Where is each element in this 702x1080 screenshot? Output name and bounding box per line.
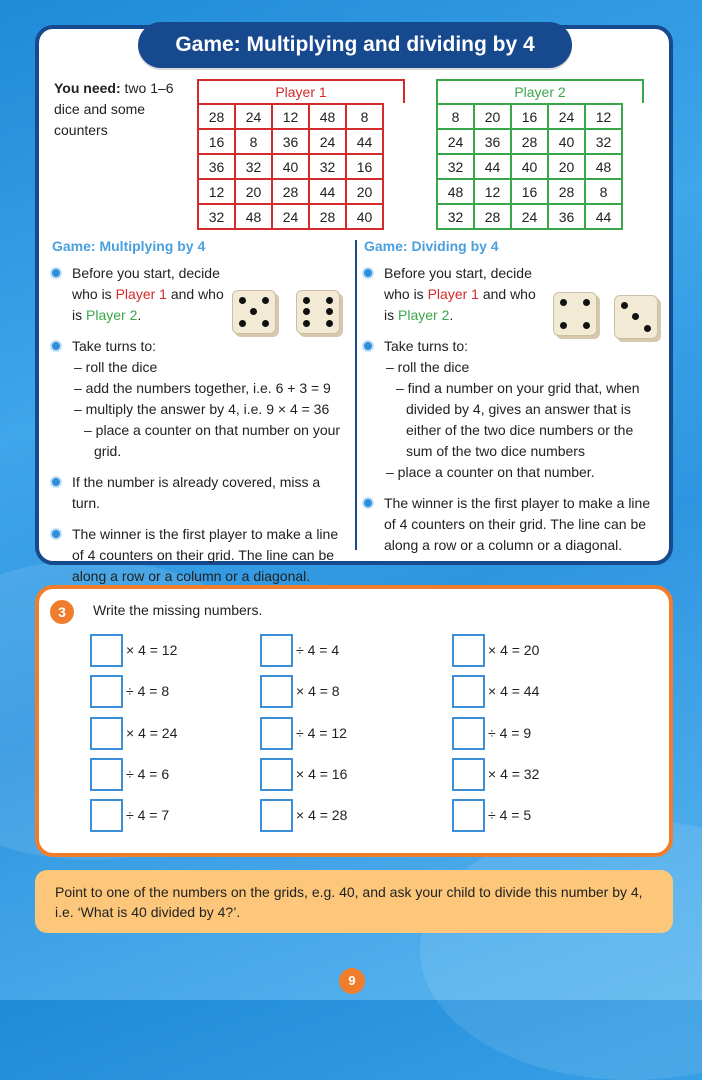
equation-text: ÷ 4 = 4 <box>296 642 340 658</box>
bullet-icon <box>52 342 60 350</box>
grid-cell: 36 <box>198 154 235 179</box>
answer-box[interactable] <box>452 675 485 708</box>
step-text: – roll the dice <box>74 359 158 375</box>
equation-text: × 4 = 16 <box>296 766 348 782</box>
grid-cell: 28 <box>198 104 235 129</box>
dividing-heading: Game: Dividing by 4 <box>364 238 499 254</box>
rule-text: Take turns to: <box>72 338 157 354</box>
answer-box[interactable] <box>452 634 485 667</box>
grid-cell: 28 <box>309 204 346 229</box>
grid-cell: 32 <box>235 154 272 179</box>
grid-cell: 12 <box>474 179 511 204</box>
equation-text: ÷ 4 = 5 <box>488 807 532 823</box>
missing-number-item <box>452 716 531 750</box>
player1-title: Player 1 <box>197 79 405 103</box>
missing-number-item <box>90 716 177 750</box>
grid-cell: 16 <box>511 104 548 129</box>
answer-box[interactable] <box>260 799 293 832</box>
grid-cell: 48 <box>437 179 474 204</box>
rule-text: . <box>449 307 454 323</box>
rule-text: Take turns to: <box>384 338 469 354</box>
step-text: – place a counter on that number on your grid. <box>84 422 341 459</box>
grid-cell: 20 <box>346 179 383 204</box>
rule-text: and who is <box>384 286 536 323</box>
rule-bullet <box>364 493 656 556</box>
multiplying-heading: Game: Multiplying by 4 <box>52 238 206 254</box>
rule-bullet <box>52 336 344 462</box>
dice-icon <box>232 290 276 334</box>
rule-bullet <box>52 263 232 326</box>
grid-cell: 32 <box>437 204 474 229</box>
step-text: – find a number on your grid that, when divided by 4, gives an answer that is either of the two dice numbers or the sum of the two dice numbers <box>396 380 640 459</box>
grid-cell: 28 <box>474 204 511 229</box>
grid-cell: 32 <box>585 129 622 154</box>
answer-box[interactable] <box>452 717 485 750</box>
equation-text: × 4 = 28 <box>296 807 348 823</box>
equation-text: × 4 = 20 <box>488 642 540 658</box>
grid-cell: 32 <box>309 154 346 179</box>
grid-cell: 32 <box>437 154 474 179</box>
rule-bullet <box>364 336 656 483</box>
step-text: – add the numbers together, i.e. 6 + 3 = 9 <box>74 380 331 396</box>
player2-title: Player 2 <box>436 79 644 103</box>
grid-cell: 12 <box>272 104 309 129</box>
dice-icon <box>553 292 597 336</box>
grid-cell: 8 <box>585 179 622 204</box>
answer-box[interactable] <box>260 717 293 750</box>
grid-cell: 40 <box>272 154 309 179</box>
grid-cell: 24 <box>437 129 474 154</box>
missing-number-item <box>452 633 539 667</box>
bullet-icon <box>52 530 60 538</box>
dice-icon <box>614 295 658 339</box>
question-title: Write the missing numbers. <box>93 602 263 618</box>
rule-bullet <box>364 263 544 326</box>
equation-text: × 4 = 12 <box>126 642 178 658</box>
equation-text: × 4 = 32 <box>488 766 540 782</box>
rule-text: . <box>137 307 142 323</box>
grid-cell: 24 <box>272 204 309 229</box>
grid-cell: 44 <box>474 154 511 179</box>
you-need-text: two 1–6 dice and some counters <box>54 80 174 138</box>
grid-cell: 44 <box>346 129 383 154</box>
grid-cell: 16 <box>198 129 235 154</box>
grid-cell: 44 <box>585 204 622 229</box>
step-text: – roll the dice <box>386 359 470 375</box>
grid-cell: 20 <box>474 104 511 129</box>
grid-cell: 8 <box>437 104 474 129</box>
rule-bullet <box>52 472 344 514</box>
player2-ref: Player 2 <box>398 307 450 323</box>
equation-text: ÷ 4 = 12 <box>296 725 347 741</box>
column-divider <box>355 240 357 550</box>
rule-text: The winner is the first player to make a line of 4 counters on their grid. The line can be along a row or a column or a diagonal. <box>72 526 339 584</box>
grid-cell: 28 <box>548 179 585 204</box>
parent-tip: Point to one of the numbers on the grids, e.g. 40, and ask your child to divide this number by 4, i.e. ‘What is 40 divided by 4?’. <box>35 870 673 933</box>
bullet-icon <box>364 499 372 507</box>
rule-text: If the number is already covered, miss a turn. <box>72 474 321 511</box>
grid-cell: 8 <box>346 104 383 129</box>
equation-text: ÷ 4 = 9 <box>488 725 532 741</box>
player2-grid <box>436 79 644 230</box>
you-need <box>54 78 194 141</box>
missing-number-item <box>90 674 169 708</box>
equation-text: × 4 = 8 <box>296 683 340 699</box>
answer-box[interactable] <box>452 799 485 832</box>
answer-box[interactable] <box>90 758 123 791</box>
grid-cell: 32 <box>198 204 235 229</box>
player2-ref: Player 2 <box>86 307 138 323</box>
grid-cell: 48 <box>235 204 272 229</box>
missing-number-item <box>260 633 339 667</box>
missing-number-item <box>260 674 340 708</box>
answer-box[interactable] <box>260 758 293 791</box>
grid-cell: 36 <box>272 129 309 154</box>
grid-cell: 44 <box>309 179 346 204</box>
grid-cell: 40 <box>548 129 585 154</box>
answer-box[interactable] <box>260 675 293 708</box>
grid-cell: 24 <box>511 204 548 229</box>
answer-box[interactable] <box>90 799 123 832</box>
dice-icon <box>296 290 340 334</box>
missing-number-item <box>452 757 539 791</box>
grid-cell: 20 <box>235 179 272 204</box>
equation-text: ÷ 4 = 7 <box>126 807 170 823</box>
dividing-rules <box>364 236 656 566</box>
player1-ref: Player 1 <box>115 286 167 302</box>
answer-box[interactable] <box>452 758 485 791</box>
bullet-icon <box>364 342 372 350</box>
you-need-label: You need: <box>54 80 121 96</box>
grid-cell: 16 <box>511 179 548 204</box>
grid-cell: 36 <box>548 204 585 229</box>
bullet-icon <box>364 269 372 277</box>
rule-text: Before you start, decide who is <box>384 265 532 302</box>
grid-cell: 12 <box>585 104 622 129</box>
missing-number-item <box>260 716 347 750</box>
equation-text: × 4 = 44 <box>488 683 540 699</box>
grid-cell: 28 <box>511 129 548 154</box>
grid-cell: 36 <box>474 129 511 154</box>
grid-cell: 12 <box>198 179 235 204</box>
equation-text: × 4 = 24 <box>126 725 178 741</box>
answer-box[interactable] <box>90 634 123 667</box>
bullet-icon <box>52 478 60 486</box>
grid-cell: 40 <box>346 204 383 229</box>
bullet-icon <box>52 269 60 277</box>
step-text: – place a counter on that number. <box>386 464 595 480</box>
missing-number-item <box>452 798 531 832</box>
equation-text: ÷ 4 = 6 <box>126 766 170 782</box>
grid-cell: 48 <box>309 104 346 129</box>
missing-number-item <box>90 798 169 832</box>
answer-box[interactable] <box>90 717 123 750</box>
missing-number-item <box>90 757 169 791</box>
grid-cell: 16 <box>346 154 383 179</box>
answer-box[interactable] <box>90 675 123 708</box>
grid-cell: 20 <box>548 154 585 179</box>
grid-cell: 24 <box>548 104 585 129</box>
grid-cell: 24 <box>309 129 346 154</box>
equation-text: ÷ 4 = 8 <box>126 683 170 699</box>
rule-text: The winner is the first player to make a line of 4 counters on their grid. The line can be along a row or a column or a diagonal. <box>384 495 651 553</box>
page-number: 9 <box>339 968 365 994</box>
rule-bullet <box>52 524 344 587</box>
grid-cell: 24 <box>235 104 272 129</box>
game-title: Game: Multiplying and dividing by 4 <box>138 22 572 68</box>
rule-text: and who is <box>72 286 224 323</box>
missing-number-item <box>260 798 347 832</box>
missing-number-item <box>90 633 177 667</box>
grid-cell: 8 <box>235 129 272 154</box>
step-text: – multiply the answer by 4, i.e. 9 × 4 = 36 <box>74 401 330 417</box>
missing-number-item <box>260 757 347 791</box>
rule-text: Before you start, decide who is <box>72 265 220 302</box>
missing-number-item <box>452 674 539 708</box>
grid-cell: 48 <box>585 154 622 179</box>
player1-grid <box>197 79 405 230</box>
grid-cell: 40 <box>511 154 548 179</box>
answer-box[interactable] <box>260 634 293 667</box>
question-number: 3 <box>50 600 74 624</box>
grid-cell: 28 <box>272 179 309 204</box>
player1-ref: Player 1 <box>427 286 479 302</box>
